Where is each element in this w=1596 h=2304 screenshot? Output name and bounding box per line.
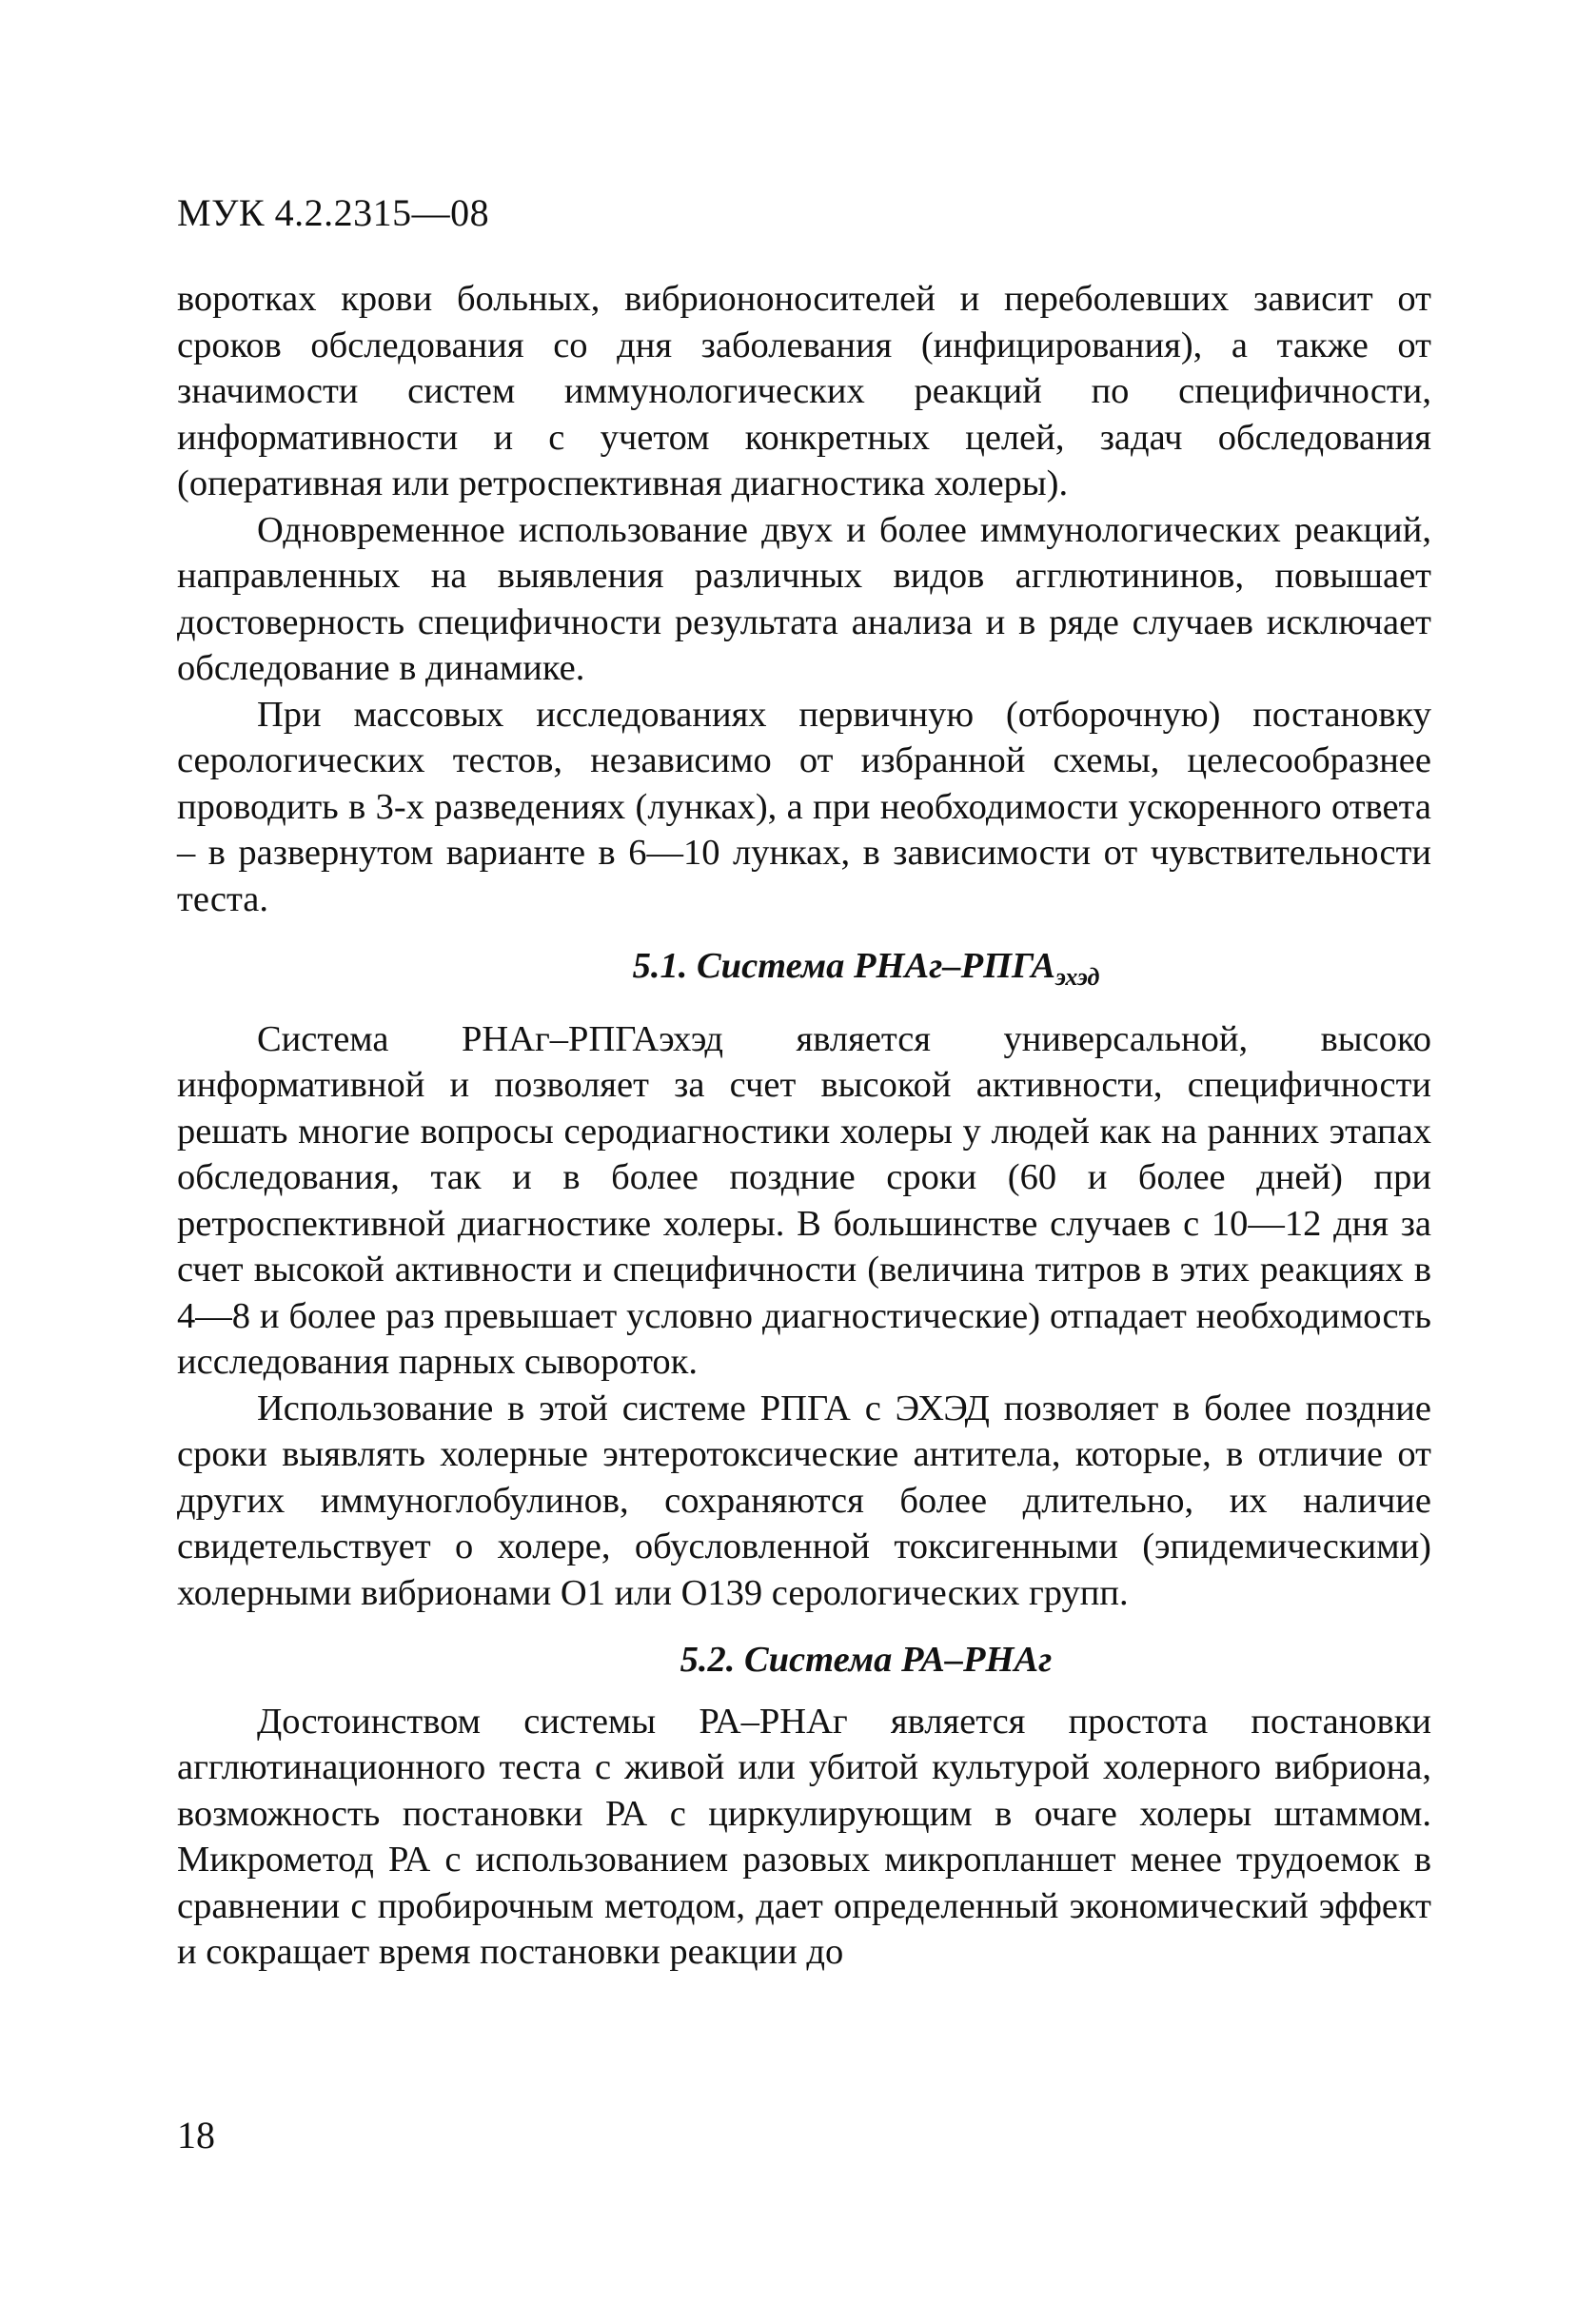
body-text (177, 276, 1431, 1976)
paragraph-mass-studies: При массовых исследованиях первичную (отборочную) постановку серологических тестов, независимо от избранной схемы, целесообразнее проводить в 3-х разведениях (лунках), а при необходимости ускоренного ответа – в развернутом варианте в 6—10 лунках, в зависимости от чувствительности теста. (177, 694, 1431, 919)
paragraph-immunological-reactions: Одновременное использование двух и более иммунологических реакций, направленных на выявления различных видов агглютининов, повышает достоверность специфичности результата анализа и в ряде случаев исключает обследование в динамике. (177, 509, 1431, 688)
paragraph-5-2-system: Достоинством системы РА–РНАг является простота постановки агглютинационного теста с живой или убитой культурой холерного вибриона, возможность постановки РА с циркулирующим в очаге холеры штаммом. Микрометод РА с использованием разовых микропланшет менее трудоемок в сравнении с пробирочным методом, дает определенный экономический эффект и сокращает время постановки реакции до (177, 1701, 1431, 1972)
section-heading-5-2: 5.2. Система РА–РНАг (680, 1640, 1053, 1680)
section-heading-5-1-main: 5.1. Система РНАг–РПГА (632, 946, 1056, 986)
paragraph-continuation: воротках крови больных, вибриононосителей и переболевших зависит от сроков обследования со дня заболевания (инфицирования), а также от значимости систем иммунологических реакций по специфичности, информативности и с учетом конкретных целей, задач обследования (оперативная или ретроспективная диагностика холеры). (177, 279, 1431, 503)
running-head: МУК 4.2.2315—08 (177, 191, 490, 234)
section-heading-5-1-subscript: эхэд (1055, 963, 1100, 991)
paragraph-5-1-rpga: Использование в этой системе РПГА с ЭХЭД позволяет в более поздние сроки выявлять холерные энтеротоксические антитела, которые, в отличие от других иммуноглобулинов, сохраняются более длительно, их наличие свидетельствует о холере, обусловленной токсигенными (эпидемическими) холерными вибрионами О1 или О139 серологических групп. (177, 1388, 1431, 1613)
paragraph-5-1-system: Система РНАг–РПГАэхэд является универсальной, высоко информативной и позволяет за счет высокой активности, специфичности решать многие вопросы серодиагностики холеры у людей как на ранних этапах обследования, так и в более поздние сроки (60 и более дней) при ретроспективной диагностике холеры. В большинстве случаев с 10—12 дня за счет высокой активности и специфичности (величина титров в этих реакциях в 4—8 и более раз превышает условно диагностические) отпадает необходимость исследования парных сывороток. (177, 1018, 1431, 1382)
page-number: 18 (177, 2114, 215, 2156)
section-heading-5-1 (177, 943, 1431, 1001)
